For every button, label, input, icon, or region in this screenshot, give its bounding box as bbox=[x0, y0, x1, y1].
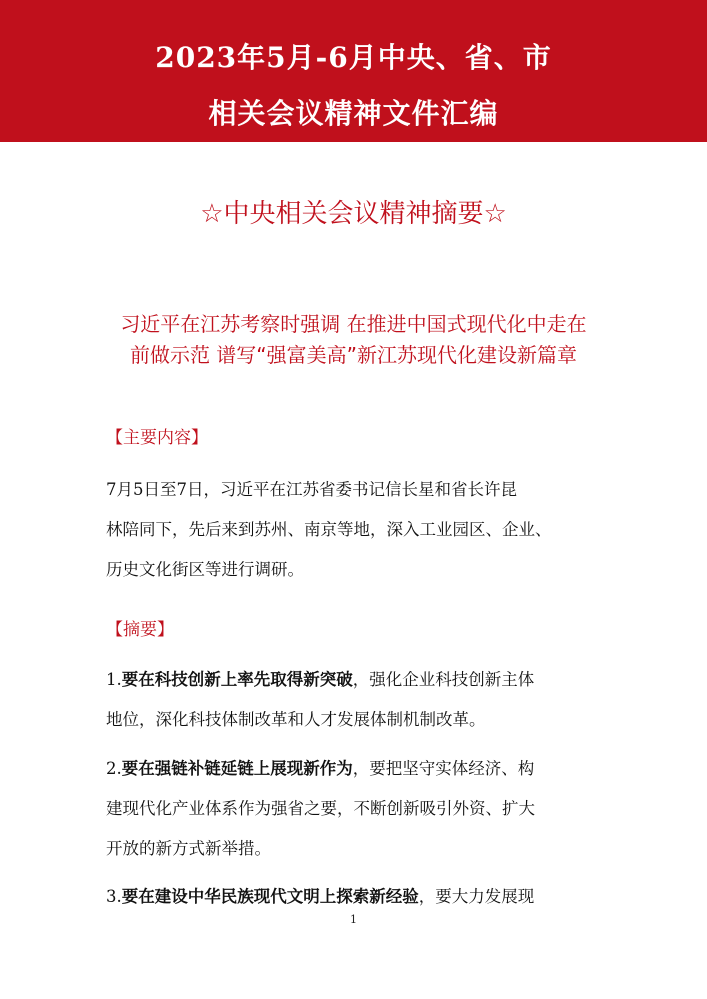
summary-item-1 bbox=[106, 660, 606, 740]
title-banner bbox=[0, 0, 707, 142]
page-number: 1 bbox=[350, 913, 357, 926]
banner-title-line-2: 相关会议精神文件汇编 bbox=[208, 97, 499, 130]
item-number: 3. bbox=[106, 887, 122, 906]
item-bold-text: 要在科技创新上率先取得新突破 bbox=[121, 670, 353, 689]
summary-item-2 bbox=[106, 749, 606, 869]
banner-title-line-1: 2023年5月-6月中央、省、市 bbox=[155, 41, 552, 74]
summary-item-first-line bbox=[106, 749, 606, 789]
paragraph-line: 地位，深化科技体制改革和人才发展体制机制改革。 bbox=[106, 710, 486, 729]
item-number: 1. bbox=[106, 670, 122, 689]
paragraph-line: 开放的新方式新举措。 bbox=[106, 839, 271, 858]
summary-item-first-line bbox=[106, 660, 606, 700]
item-bold-text: 要在强链补链延链上展现新作为 bbox=[121, 759, 353, 778]
paragraph-line: 7月5日至7日，习近平在江苏省委书记信长星和省长许昆 bbox=[106, 480, 517, 499]
item-bold-text: 要在建设中华民族现代文明上探索新经验 bbox=[121, 887, 419, 906]
paragraph-line: 建现代化产业体系作为强省之要，不断创新吸引外资、扩大 bbox=[106, 799, 535, 818]
paragraph-line: 林陪同下，先后来到苏州、南京等地，深入工业园区、企业、 bbox=[106, 520, 552, 539]
main-content-paragraph bbox=[106, 470, 606, 590]
item-rest-text: ，要大力发展现 bbox=[418, 887, 535, 906]
summary-item-3 bbox=[106, 877, 606, 917]
headline-line-1: 习近平在江苏考察时强调 在推进中国式现代化中走在 bbox=[120, 312, 587, 336]
item-rest-text: ，强化企业科技创新主体 bbox=[352, 670, 535, 689]
paragraph-line: 历史文化街区等进行调研。 bbox=[106, 560, 304, 579]
summary-item-first-line bbox=[106, 877, 606, 917]
item-rest-text: ，要把坚守实体经济、构 bbox=[352, 759, 535, 778]
item-number: 2. bbox=[106, 759, 122, 778]
summary-label: 【摘要】 bbox=[106, 620, 174, 640]
section-title: ☆中央相关会议精神摘要☆ bbox=[200, 199, 507, 229]
main-content-label: 【主要内容】 bbox=[106, 428, 208, 448]
headline-line-2: 前做示范 谱写“强富美高”新江苏现代化建设新篇章 bbox=[129, 343, 578, 367]
